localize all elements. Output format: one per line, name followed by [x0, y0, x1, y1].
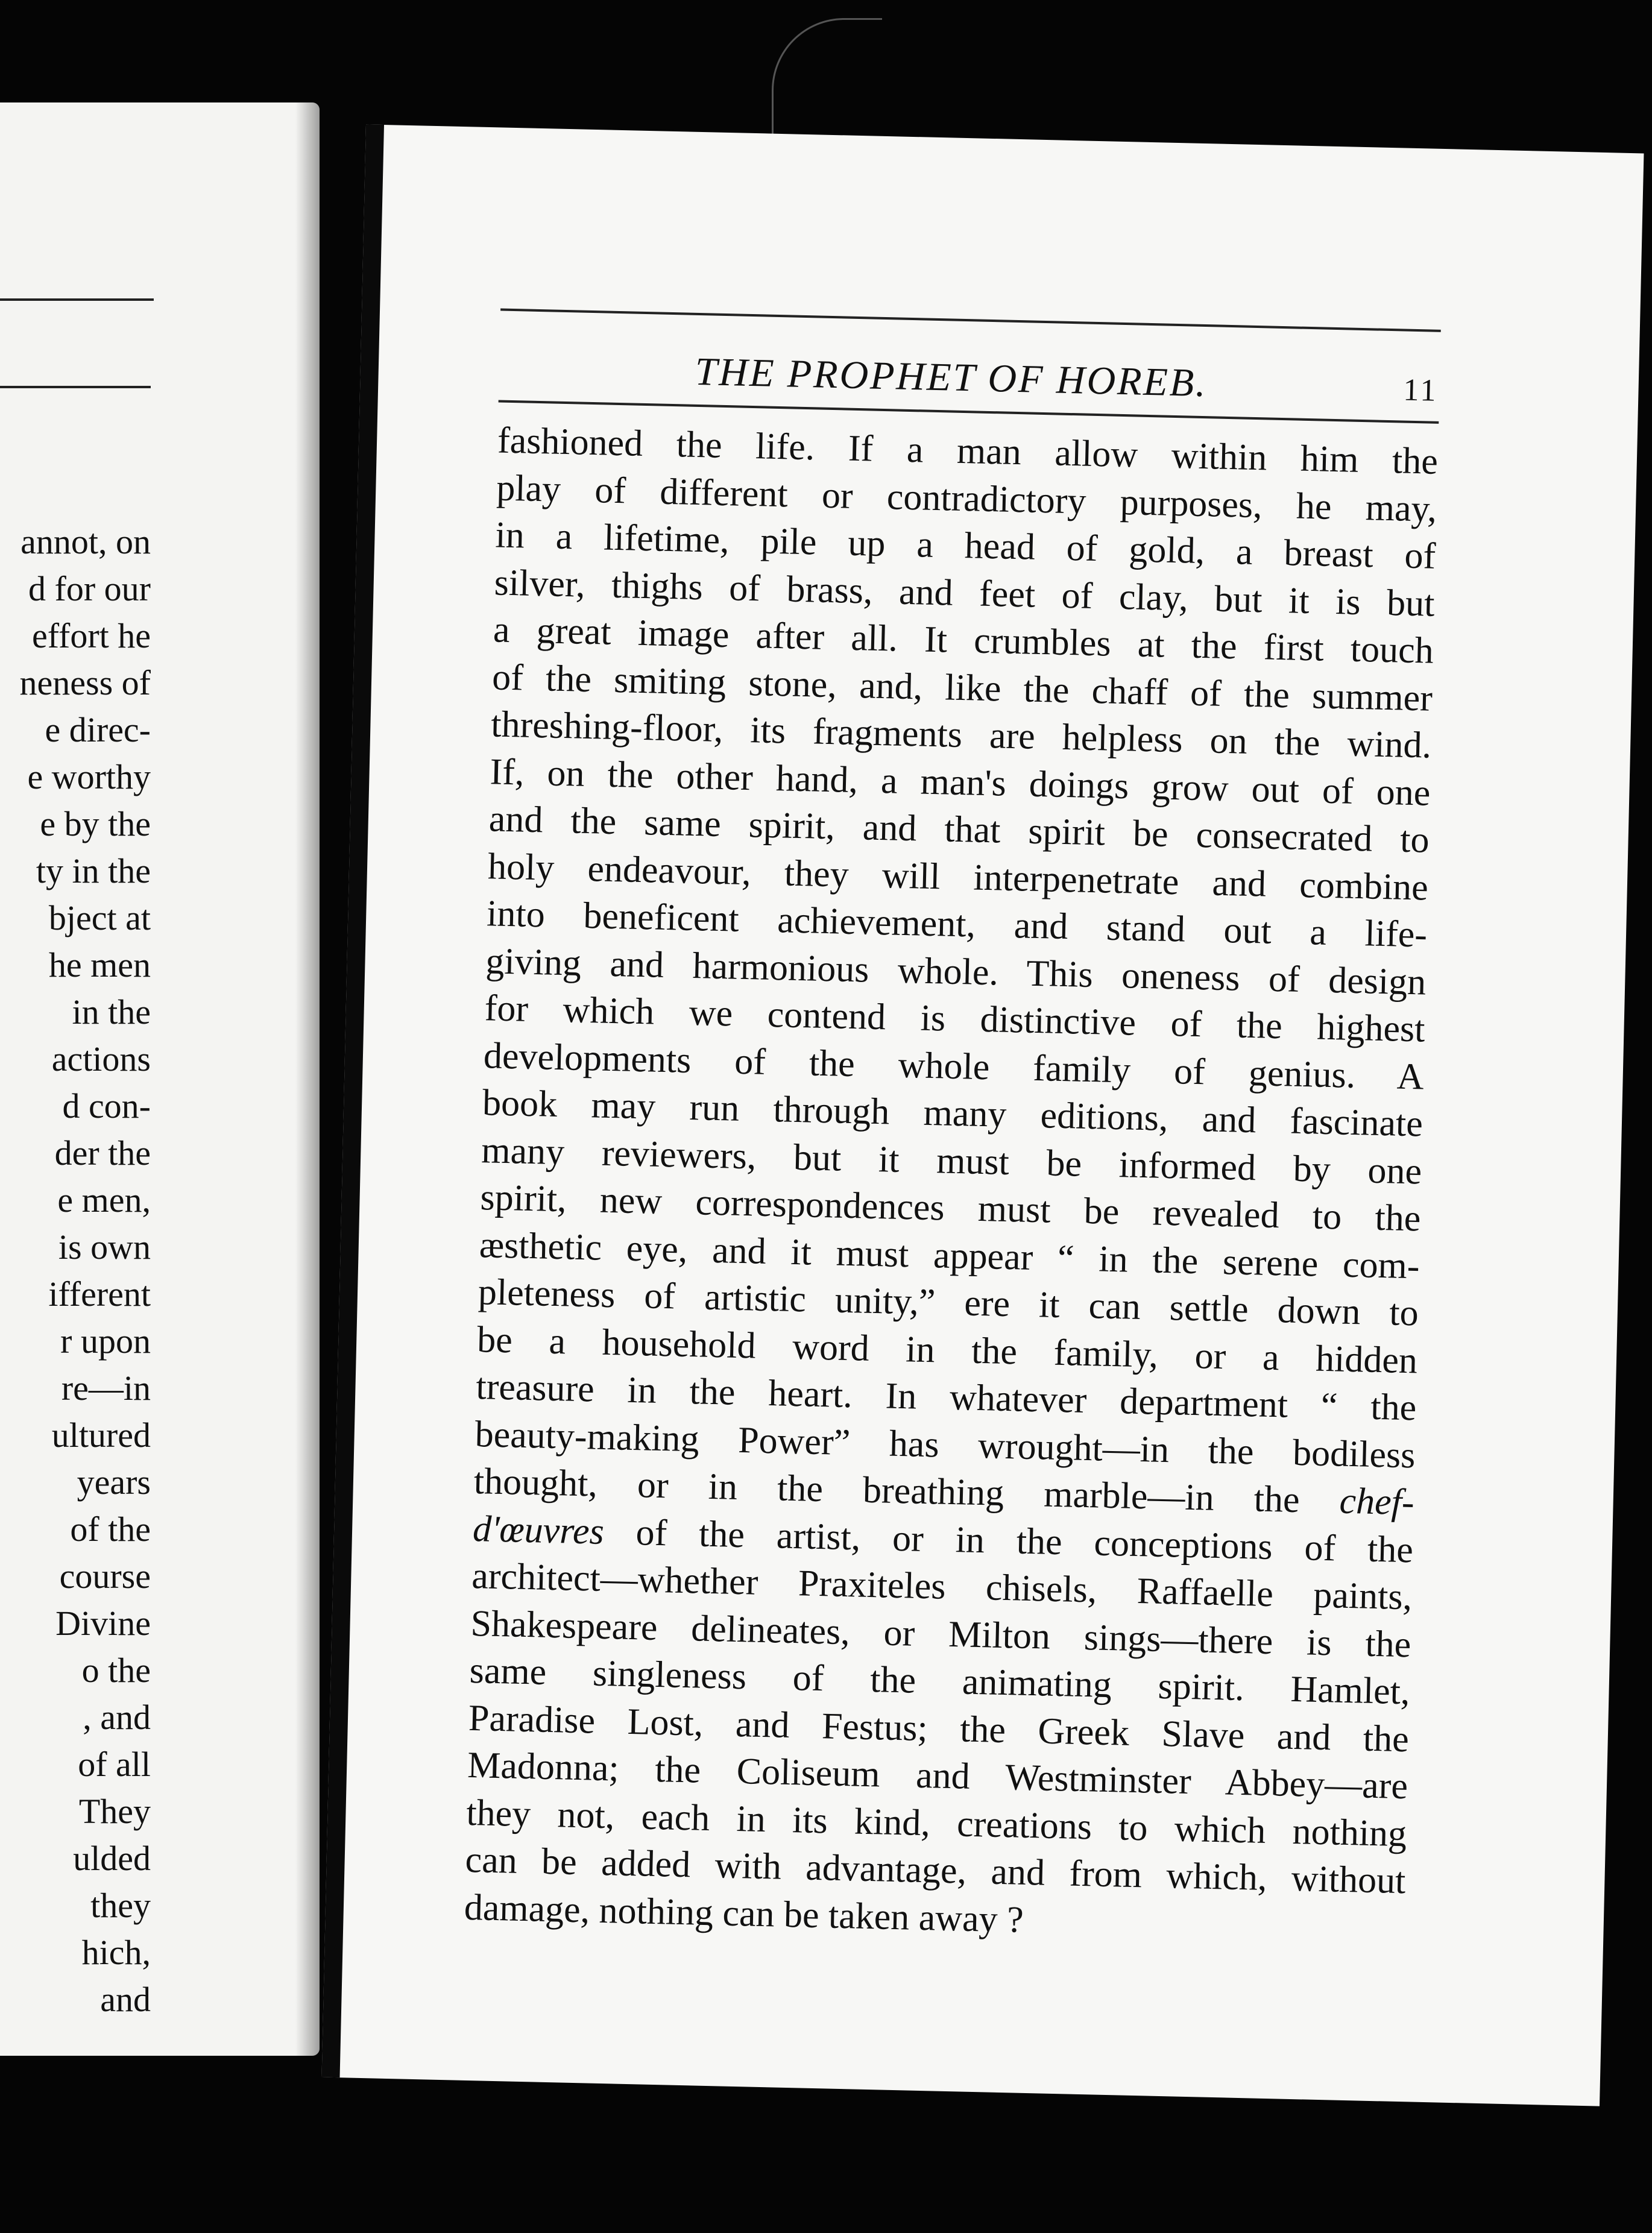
left-line: ulded	[73, 1839, 151, 1878]
left-line: neness of	[19, 663, 151, 702]
left-line: der the	[54, 1133, 151, 1173]
text-line: treasure in the heart. In whatever department “ the	[475, 1366, 1417, 1429]
left-line: annot, on	[20, 522, 151, 561]
left-line: effort he	[32, 616, 151, 655]
left-line: They	[78, 1792, 151, 1831]
left-line: years	[77, 1463, 151, 1502]
text-line: Madonna; the Coliseum and Westminster Abbey—are	[467, 1744, 1408, 1807]
left-line: e men,	[57, 1180, 151, 1220]
text-line: can be added with advantage, and from which, without	[464, 1839, 1407, 1902]
text-line: for which we contend is distinctive of the highest	[484, 987, 1426, 1050]
text-line: Paradise Lost, and Festus; the Greek Slave and the	[468, 1697, 1410, 1760]
text-line: many reviewers, but it must be informed by one	[481, 1129, 1422, 1192]
left-line: Divine	[55, 1604, 151, 1643]
left-line: of all	[78, 1745, 151, 1784]
text-line: into beneficent achievement, and stand out a life-	[486, 893, 1428, 956]
left-line: ty in the	[36, 851, 151, 890]
text-line: spirit, new correspondences must be revealed to the	[479, 1177, 1422, 1239]
right-page	[322, 124, 1644, 2106]
text-fragment: of the artist, or in the conceptions of the	[635, 1511, 1414, 1570]
left-line: in the	[72, 992, 151, 1031]
left-line: d for our	[28, 569, 151, 608]
body-text	[464, 417, 1439, 1952]
left-line: and	[100, 1980, 151, 2019]
gutter-shadow	[295, 102, 320, 2056]
left-line: actions	[51, 1039, 151, 1079]
text-line: threshing-floor, its fragments are helpless on the wind.	[490, 704, 1432, 766]
text-line: a great image after all. It crumbles at the first touch	[493, 609, 1434, 672]
text-line: silver, thighs of brass, and feet of clay, but it is but	[494, 561, 1436, 625]
left-line: d con-	[62, 1086, 151, 1126]
text-line: pleteness of artistic unity,” ere it can settle down to	[478, 1271, 1419, 1334]
text-line: If, on the other hand, a man's doings grow out of one	[489, 751, 1431, 814]
text-line: of the smiting stone, and, like the chaff of the summer	[491, 656, 1433, 719]
text-line: they not, each in its kind, creations to which nothing	[465, 1792, 1407, 1854]
left-line: ultured	[51, 1416, 151, 1455]
left-line: he men	[48, 945, 151, 984]
left-line: bject at	[48, 898, 151, 937]
left-line: e worthy	[27, 757, 151, 796]
left-line: of the	[70, 1510, 151, 1549]
text-line: architect—whether Praxiteles chisels, Raffaelle paints,	[471, 1555, 1413, 1618]
text-line: in a lifetime, pile up a head of gold, a breast of	[494, 514, 1437, 577]
left-line: hich,	[81, 1933, 151, 1972]
left-page-rule-bottom	[0, 386, 151, 388]
page-number: 11	[1402, 373, 1439, 408]
left-line: re—in	[61, 1368, 151, 1408]
left-line: is own	[58, 1227, 151, 1267]
text-line: same singleness of the animating spirit. Hamlet,	[469, 1649, 1411, 1713]
left-line: o the	[81, 1651, 151, 1690]
text-line: play of different or contradictory purposes, he may,	[496, 467, 1437, 530]
text-line: Shakespeare delineates, or Milton sings—there is the	[470, 1602, 1412, 1665]
text-fragment: thought, or in the breathing marble—in the	[473, 1461, 1300, 1521]
text-line: beauty-making Power” has wrought—in the bodiless	[474, 1413, 1416, 1476]
text-line: be a household word in the family, or a hidden	[476, 1318, 1418, 1381]
text-line-final: damage, nothing can be taken away ?	[464, 1886, 1024, 1941]
left-line: course	[59, 1557, 151, 1596]
left-line: r upon	[60, 1321, 151, 1361]
italic-fragment: d'œuvres	[472, 1508, 605, 1552]
left-page-text	[0, 518, 151, 2023]
text-line: holy endeavour, they will interpenetrate and combine	[487, 845, 1429, 909]
text-line: developments of the whole family of genius. A	[483, 1035, 1425, 1098]
left-line: , and	[83, 1698, 151, 1737]
left-line: e direc-	[45, 710, 151, 749]
text-line: æsthetic eye, and it must appear “ in the serene com-	[479, 1224, 1420, 1287]
left-line: e by the	[40, 804, 151, 843]
text-line: giving and harmonious whole. This oneness of design	[485, 940, 1427, 1003]
left-page	[0, 102, 320, 2056]
header-rule-top	[500, 309, 1441, 332]
text-line: and the same spirit, and that spirit be consecrated to	[488, 798, 1430, 861]
italic-fragment: chef-	[1338, 1480, 1415, 1523]
left-line: they	[90, 1886, 151, 1925]
text-line: book may run through many editions, and fascinate	[482, 1082, 1423, 1145]
left-line: ifferent	[48, 1274, 151, 1314]
running-head: THE PROPHET OF HOREB.	[695, 349, 1208, 406]
left-page-rule-top	[0, 298, 154, 301]
text-line: fashioned the life. If a man allow within him the	[497, 420, 1439, 482]
